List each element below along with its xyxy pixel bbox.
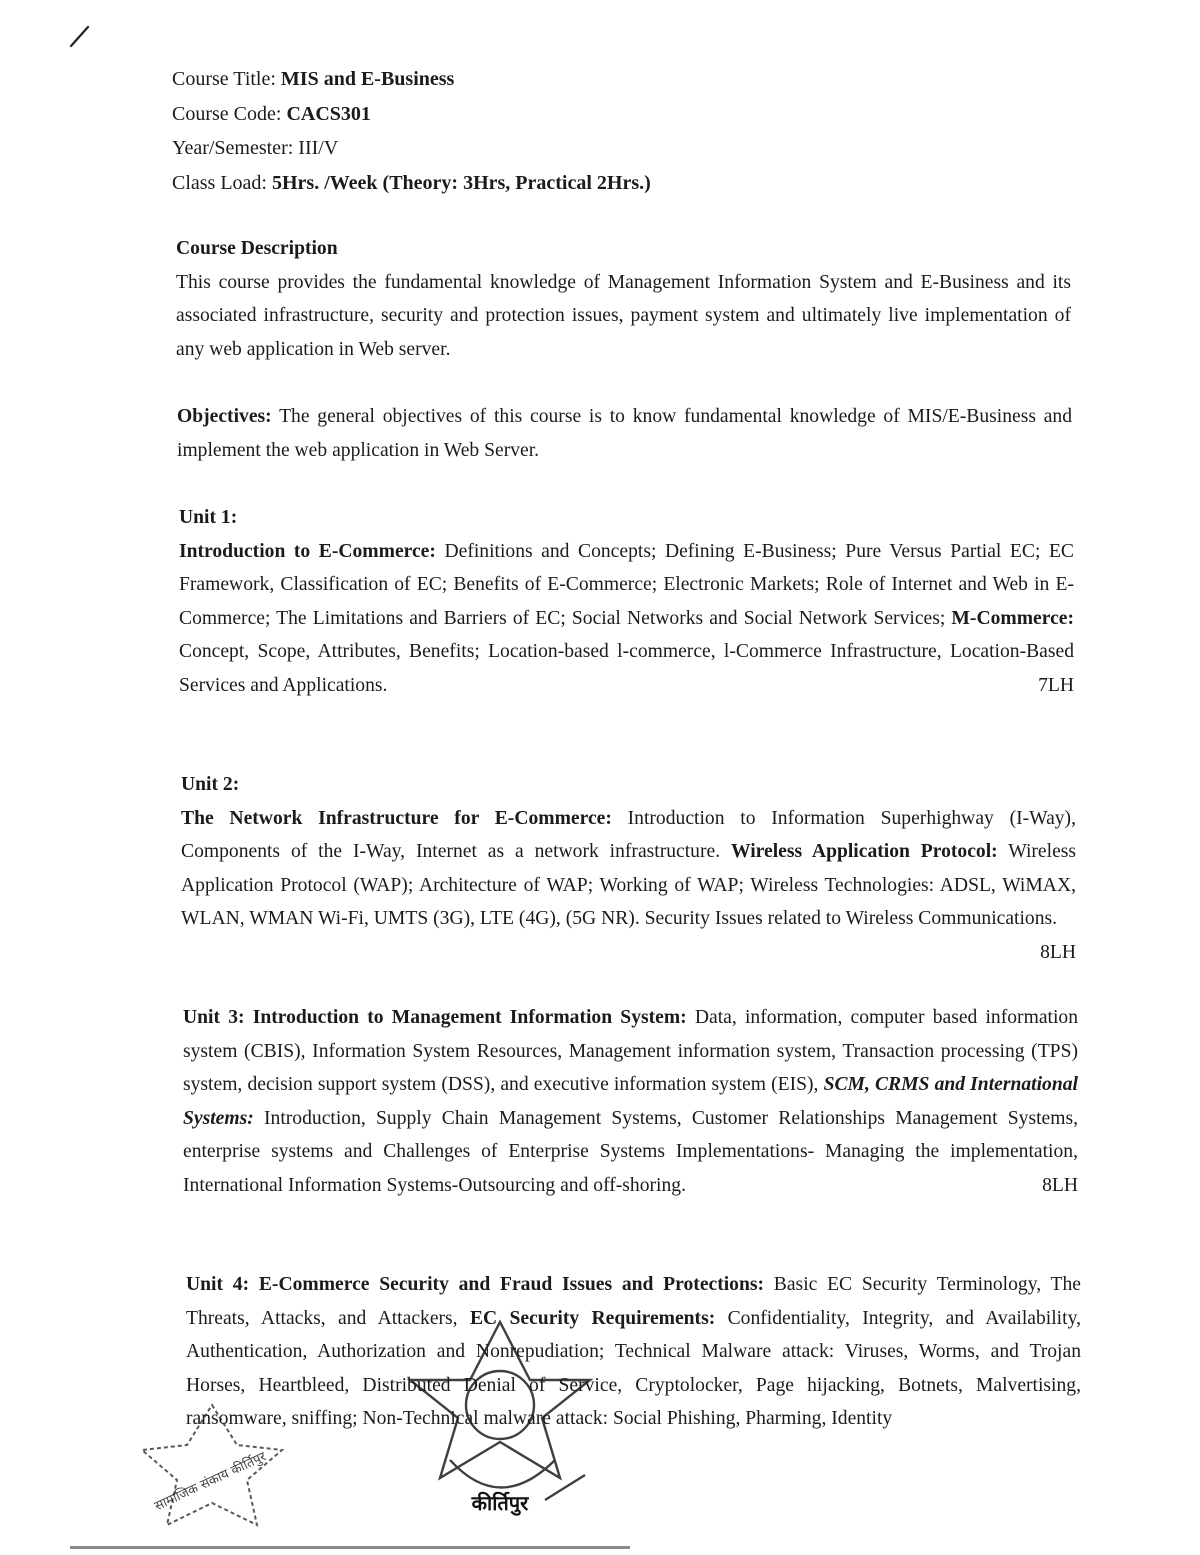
objectives-heading: Objectives: bbox=[177, 406, 272, 427]
objectives-text: The general objectives of this course is to know fundamental knowledge of MIS/E-Business and implement the web application in Web Server. bbox=[177, 406, 1073, 461]
unit-1-label: Unit 1: bbox=[179, 507, 238, 528]
unit-2-label: Unit 2: bbox=[181, 774, 240, 795]
unit-4-text-a: Basic EC Security Terminology, The Threats, Attacks, and Attackers, bbox=[186, 1274, 1081, 1329]
unit-2-section bbox=[181, 768, 1076, 969]
class-load-row bbox=[172, 166, 651, 201]
unit-3-subtitle: SCM, CRMS and International Systems: bbox=[183, 1074, 1078, 1129]
unit-2-subtitle: Wireless Application Protocol: bbox=[731, 841, 998, 862]
unit-3-text-a: Data, information, computer based information system (CBIS), Information System Resources, Management information system, Transaction processing (TPS) system, decision support system (DSS), and executive information system (EIS), bbox=[183, 1007, 1078, 1095]
objectives-section bbox=[177, 400, 1072, 467]
unit-3-label: Unit 3: bbox=[183, 1007, 245, 1028]
office-seal-stamp-icon bbox=[112, 1395, 312, 1555]
unit-3-text-b: Introduction, Supply Chain Management Systems, Customer Relationships Management Systems, enterprise systems and Challenges of Enterprise Systems Implementations- Managing the implementation, International Information Systems-Outsourcing and off-shoring. bbox=[183, 1107, 1078, 1196]
course-header bbox=[172, 62, 651, 200]
unit-1-subtitle: M-Commerce: bbox=[951, 607, 1074, 629]
unit-1-text-b: Concept, Scope, Attributes, Benefits; Location-based l-commerce, l-Commerce Infrastructure, Location-Based Services and Applications. bbox=[179, 641, 1074, 696]
course-description-section bbox=[176, 232, 1071, 366]
unit-2-hours: 8LH bbox=[1040, 941, 1076, 963]
course-code-value: CACS301 bbox=[286, 102, 371, 125]
unit-2-title: The Network Infrastructure for E-Commerce: bbox=[181, 807, 612, 829]
unit-1-hours: 7LH bbox=[1038, 674, 1074, 696]
unit-4-label: Unit 4: bbox=[186, 1274, 250, 1295]
unit-4-text-b: Confidentiality, Integrity, and Availability, Authentication, Authorization and Nonrepudiation; Technical Malware attack: Viruses, Worms, and Trojan Horses, Heartbleed, Distributed Denial of Service, Cryptolocker, Page hijacking, Botnets, Malvertising, ransomware, sniffing; Non-Technical malware attack: Social Phishing, Pharming, Identity bbox=[186, 1307, 1081, 1429]
course-title-row bbox=[172, 62, 651, 97]
unit-1-title: Introduction to E-Commerce: bbox=[179, 540, 436, 562]
class-load-value: 5Hrs. /Week (Theory: 3Hrs, Practical 2Hrs.) bbox=[272, 171, 651, 194]
year-semester-value: III/V bbox=[298, 137, 339, 159]
left-stamp-text: सामाजिक संकाय कीर्तिपुर bbox=[152, 1449, 269, 1515]
course-title-value: MIS and E-Business bbox=[280, 68, 455, 90]
year-semester-row bbox=[172, 131, 651, 166]
unit-4-section bbox=[186, 1268, 1081, 1436]
course-description-heading: Course Description bbox=[176, 238, 338, 259]
unit-1-section bbox=[179, 501, 1074, 702]
university-emblem-stamp-icon bbox=[380, 1310, 620, 1535]
scan-edge-line bbox=[70, 1546, 630, 1549]
center-stamp-text: कीर्तिपुर bbox=[471, 1491, 529, 1515]
course-code-label: Course Code: bbox=[172, 102, 282, 125]
unit-3-hours: 8LH bbox=[1042, 1174, 1078, 1196]
class-load-label: Class Load: bbox=[172, 171, 267, 194]
unit-3-section bbox=[183, 1001, 1078, 1202]
course-description-text: This course provides the fundamental knowledge of Management Information System and E-Business and its associated infrastructure, security and protection issues, payment system and ultimately live implementation of any web application in Web server. bbox=[176, 271, 1071, 360]
pen-mark-icon bbox=[66, 22, 94, 50]
unit-3-title: Introduction to Management Information System: bbox=[252, 1007, 687, 1028]
unit-4-title: E-Commerce Security and Fraud Issues and Protections: bbox=[258, 1274, 765, 1295]
unit-1-text-a: Definitions and Concepts; Defining E-Business; Pure Versus Partial EC; EC Framework, Classification of EC; Benefits of E-Commerce; Electronic Markets; Role of Internet and Web in E-Commerce; The Limitations and Barriers of EC; Social Networks and Social Network Services; bbox=[179, 540, 1074, 629]
year-semester-label: Year/Semester: bbox=[172, 137, 294, 159]
unit-4-subtitle: EC Security Requirements: bbox=[469, 1307, 716, 1329]
course-title-label: Course Title: bbox=[172, 68, 276, 90]
unit-2-text-b: Wireless Application Protocol (WAP); Architecture of WAP; Working of WAP; Wireless Technologies: ADSL, WiMAX, WLAN, WMAN Wi-Fi, UMTS (3G), LTE (4G), (5G NR). Security Issues related to Wireless Communications. bbox=[181, 841, 1077, 929]
course-code-row bbox=[172, 97, 651, 132]
unit-2-text-a: Introduction to Information Superhighway (I-Way), Components of the I-Way, Internet as a network infrastructure. bbox=[181, 807, 1076, 862]
